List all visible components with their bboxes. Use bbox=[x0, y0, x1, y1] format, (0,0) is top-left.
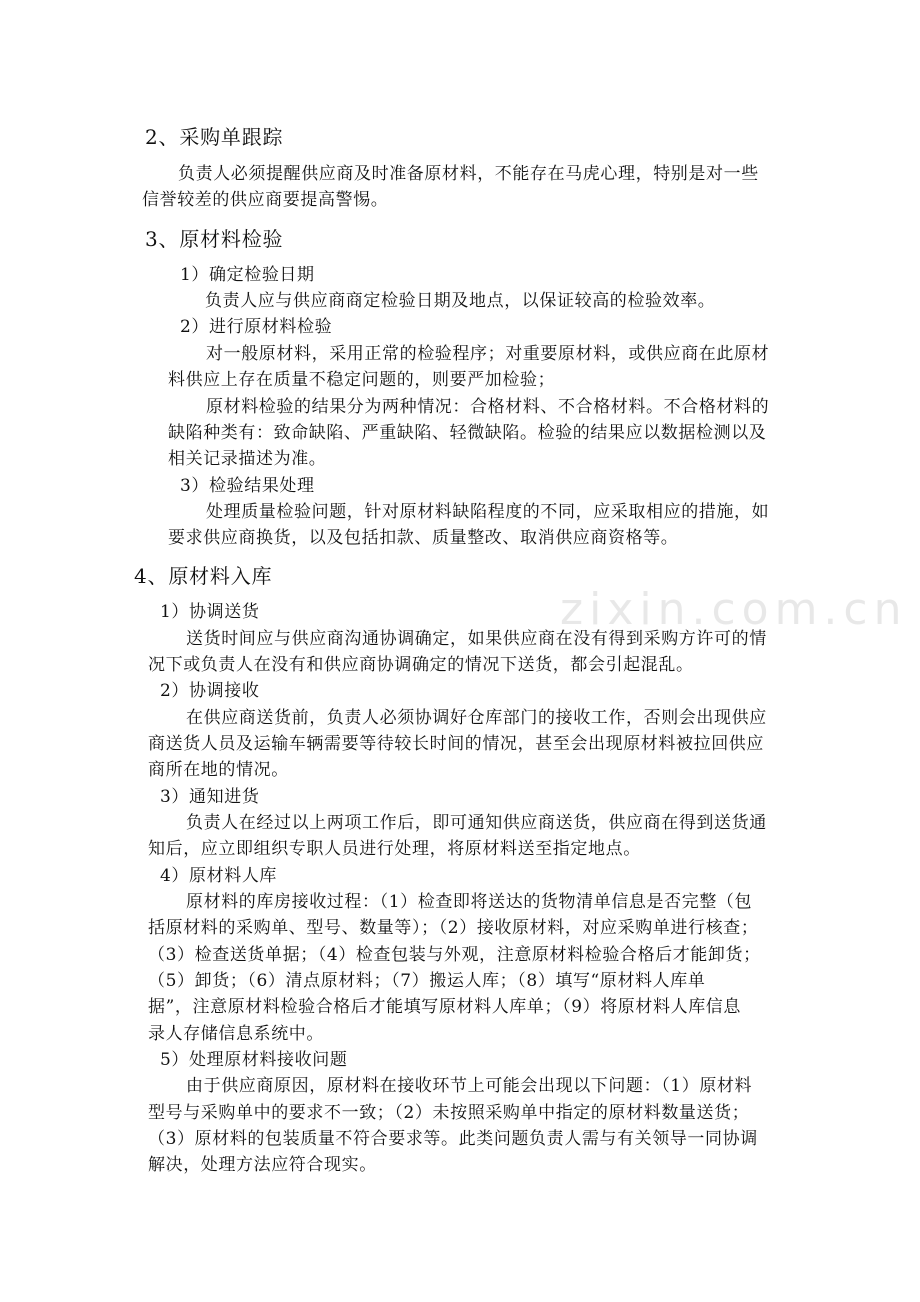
paragraph-line: 缺陷种类有：致命缺陷、严重缺陷、轻微缺陷。检验的结果应以数据检测以及 bbox=[168, 423, 767, 443]
subsection-heading: 1）协调送货 bbox=[160, 602, 260, 622]
paragraph-line: 在供应商送货前，负责人必须协调好仓库部门的接收工作，否则会出现供应 bbox=[186, 708, 767, 728]
paragraph-line: 括原材料的采购单、型号、数量等）；（2）接收原材料，对应采购单进行核查； bbox=[148, 918, 759, 938]
subsection-heading: 5）处理原材料接收问题 bbox=[160, 1050, 348, 1070]
paragraph-line: （3）原材料的包装质量不符合要求等。此类问题负责人需与有关领导一同协调 bbox=[148, 1129, 758, 1149]
paragraph-line: 负责人在经过以上两项工作后，即可通知供应商送货，供应商在得到送货通 bbox=[186, 813, 767, 833]
subsection-heading: 3）检验结果处理 bbox=[180, 476, 315, 496]
paragraph-line: 知后，应立即组织专职人员进行处理，将原材料送至指定地点。 bbox=[148, 839, 641, 859]
section-heading: 3、原材料检验 bbox=[145, 227, 284, 251]
paragraph-line: 相关记录描述为准。 bbox=[168, 449, 327, 469]
paragraph-line: （5）卸货；（6）清点原材料；（7）搬运人库；（8）填写“原材料人库单 bbox=[148, 971, 706, 991]
paragraph-line: 原材料的库房接收过程：（1）检查即将送达的货物清单信息是否完整（包 bbox=[186, 892, 753, 912]
paragraph-line: 由于供应商原因，原材料在接收环节上可能会出现以下问题：（1）原材料 bbox=[186, 1076, 753, 1096]
paragraph-line: 处理质量检验问题，针对原材料缺陷程度的不同，应采取相应的措施，如 bbox=[206, 502, 770, 522]
subsection-heading: 4）原材料人库 bbox=[160, 866, 278, 886]
paragraph-line: 原材料检验的结果分为两种情况：合格材料、不合格材料。不合格材料的 bbox=[206, 397, 770, 417]
paragraph-line: 型号与采购单中的要求不一致；（2）未按照采购单中指定的原材料数量送货； bbox=[148, 1103, 750, 1123]
paragraph-line: （3）检查送货单据；（4）检查包装与外观，注意原材料检验合格后才能卸货； bbox=[148, 945, 761, 965]
subsection-heading: 2）进行原材料检验 bbox=[180, 317, 333, 337]
paragraph-line: 录人存储信息系统中。 bbox=[148, 1024, 324, 1044]
paragraph-line: 负责人必须提醒供应商及时准备原材料，不能存在马虎心理，特别是对一些 bbox=[178, 164, 759, 184]
subsection-heading: 3）通知进货 bbox=[160, 787, 260, 807]
paragraph-line: 对一般原材料，采用正常的检验程序；对重要原材料，或供应商在此原材 bbox=[206, 344, 770, 364]
paragraph-line: 要求供应商换货，以及包括扣款、质量整改、取消供应商资格等。 bbox=[168, 528, 679, 548]
paragraph-line: 况下或负责人在没有和供应商协调确定的情况下送货，都会引起混乱。 bbox=[148, 655, 694, 675]
paragraph-line: 据”，注意原材料检验合格后才能填写原材料人库单；（9）将原材料人库信息 bbox=[148, 997, 742, 1017]
section-heading: 4、原材料入库 bbox=[134, 564, 273, 588]
paragraph-line: 料供应上存在质量不稳定问题的，则要严加检验； bbox=[168, 370, 556, 390]
paragraph-line: 商送货人员及运输车辆需要等待较长时间的情况，甚至会出现原材料被拉回供应 bbox=[148, 734, 764, 754]
paragraph-line: 解决，处理方法应符合现实。 bbox=[148, 1155, 377, 1175]
paragraph-line: 商所在地的情况。 bbox=[148, 760, 289, 780]
paragraph-line: 送货时间应与供应商沟通协调确定，如果供应商在没有得到采购方许可的情 bbox=[186, 629, 767, 649]
watermark: zixin.com.cn bbox=[560, 584, 908, 635]
section-heading: 2、采购单跟踪 bbox=[145, 125, 284, 149]
paragraph-line: 信誉较差的供应商要提高警惕。 bbox=[142, 190, 389, 210]
paragraph-line: 负责人应与供应商商定检验日期及地点，以保证较高的检验效率。 bbox=[205, 291, 716, 311]
subsection-heading: 1）确定检验日期 bbox=[180, 265, 315, 285]
subsection-heading: 2）协调接收 bbox=[160, 681, 260, 701]
